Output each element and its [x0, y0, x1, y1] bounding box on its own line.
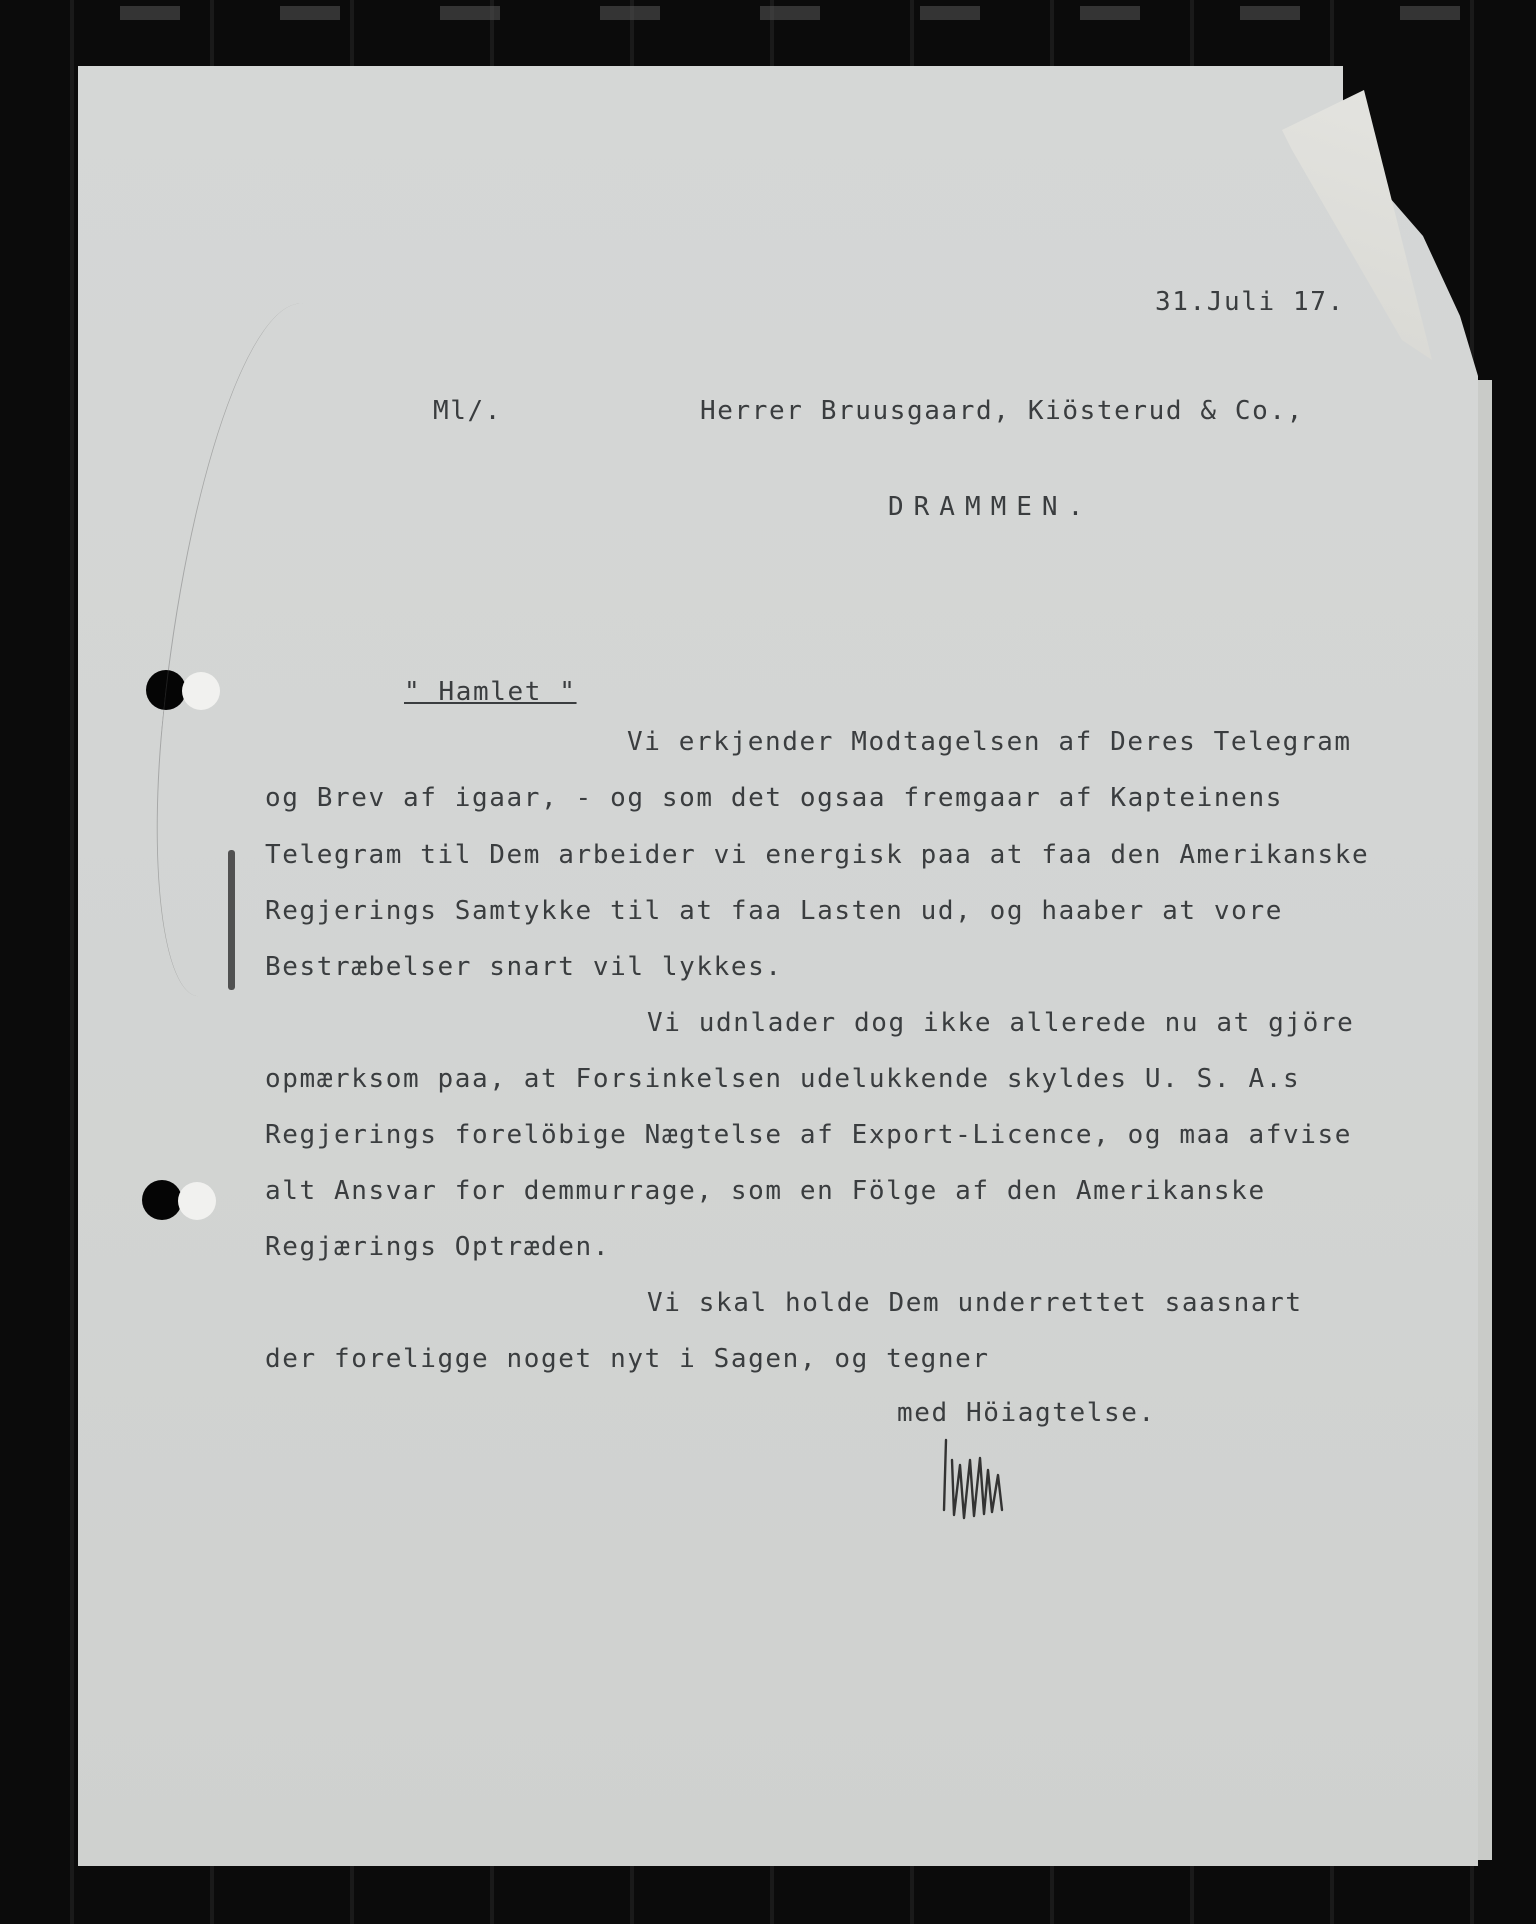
sheet-edge-strip	[1478, 380, 1492, 1860]
body-line: Vi erkjender Modtagelsen af Deres Telegram	[627, 727, 1352, 757]
body-line: og Brev af igaar, - og som det ogsaa fremgaar af Kapteinens	[265, 783, 1283, 813]
body-line: Regjerings Samtykke til at faa Lasten ud, og haaber at vore	[265, 896, 1283, 926]
scan-ruler-ticks	[70, 6, 1470, 20]
body-line: opmærksom paa, at Forsinkelsen udelukkende skyldes U. S. A.s	[265, 1064, 1301, 1094]
punch-hole-bottom	[142, 1180, 182, 1220]
letter-subject: " Hamlet "	[404, 677, 577, 707]
punch-hole-bottom-reverse	[178, 1182, 216, 1220]
letter-date: 31.Juli 17.	[1155, 287, 1345, 317]
body-line: Vi skal holde Dem underrettet saasnart	[647, 1288, 1303, 1318]
body-line: Telegram til Dem arbeider vi energisk paa at faa den Amerikanske	[265, 840, 1370, 870]
body-line: Bestræbelser snart vil lykkes.	[265, 952, 783, 982]
handwritten-signature	[940, 1430, 1010, 1520]
body-line: Regjærings Optræden.	[265, 1232, 611, 1262]
body-line: der foreligge noget nyt i Sagen, og tegner	[265, 1344, 990, 1374]
body-line: Regjerings forelöbige Nægtelse af Export-Licence, og maa afvise	[265, 1120, 1352, 1150]
pencil-margin-mark	[228, 850, 235, 990]
letter-closing: med Höiagtelse.	[897, 1398, 1156, 1428]
body-line: alt Ansvar for demmurrage, som en Fölge af den Amerikanske	[265, 1176, 1266, 1206]
letter-reference: Ml/.	[433, 396, 503, 426]
body-line: Vi udnlader dog ikke allerede nu at gjöre	[647, 1008, 1355, 1038]
letter-addressee: Herrer Bruusgaard, Kiösterud & Co.,	[700, 396, 1304, 426]
letter-city: DRAMMEN.	[888, 492, 1094, 522]
